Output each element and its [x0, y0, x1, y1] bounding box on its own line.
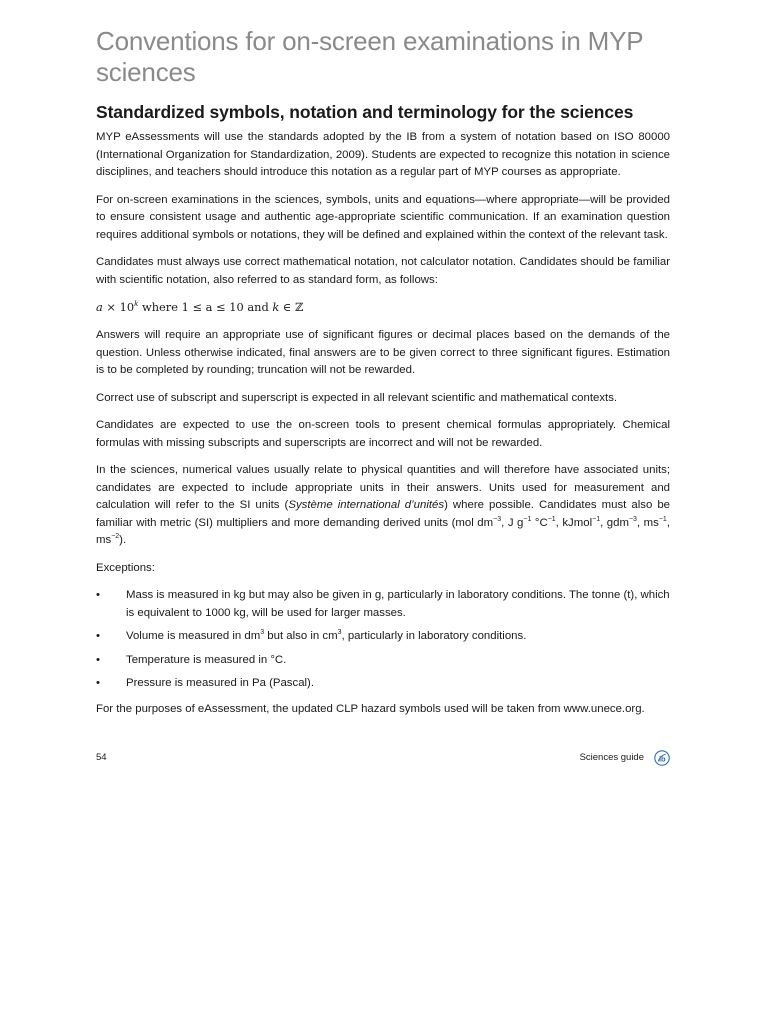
svg-text:ib: ib: [658, 754, 666, 764]
exceptions-label: Exceptions:: [96, 561, 155, 574]
exception-temperature: Temperature is measured in °C.: [126, 653, 287, 666]
formula-in-integers: ∈ ℤ: [279, 300, 304, 314]
exception-volume-end: , particularly in laboratory conditions.: [341, 630, 527, 642]
unit-exp-g-dm: −3: [628, 515, 637, 523]
unit-j-g: , J g: [501, 516, 524, 529]
formula-k-exponent: k: [134, 300, 139, 308]
list-item: [96, 628, 670, 646]
exception-mass: Mass is measured in kg but may also be given in g, particularly in laboratory conditions. The tonne (t), which is equivalent to 1000 kg, will be used for larger masses.: [126, 589, 670, 619]
paragraph-on-screen-symbols: For on-screen examinations in the sciences, symbols, units and equations—where appropriate—will be provided to ensure consistent usage and authentic age-appropriate scientific communication. If an examination question requires additional symbols or notations, they will be defined and explained within the context of the relevant task.: [96, 193, 670, 241]
unit-exp-ms-2: −2: [111, 533, 120, 540]
exception-volume-tail: but also in cm: [264, 630, 338, 642]
unit-exp-ms-1: −1: [658, 515, 667, 523]
unit-degree-c: °C: [531, 516, 548, 529]
bullet-icon: •: [96, 589, 100, 601]
list-item: [96, 652, 670, 670]
section-heading: Standardized symbols, notation and terminology for the sciences: [96, 102, 634, 122]
document-page: [96, 26, 670, 728]
unit-exp-kj-mol: −1: [592, 515, 601, 523]
exception-pressure: Pressure is measured in Pa (Pascal).: [126, 677, 315, 689]
unit-kj-mol: , kJmol: [555, 516, 593, 529]
exception-volume-dm-exp: 3: [260, 629, 265, 636]
paragraph-significant-figures: Answers will require an appropriate use of significant figures or decimal places based on the demands of the question. Unless otherwise indicated, final answers are to be given correct to three significant figures. Estimation is to be completed by rounding; truncation will not be rewarded.: [96, 329, 670, 376]
unit-g-dm: , gdm: [600, 516, 629, 529]
page-footer: [96, 750, 670, 766]
guide-name: Sciences guide: [579, 752, 644, 763]
unit-exp-mol-dm: −3: [493, 515, 502, 523]
paragraph-clp-hazard: For the purposes of eAssessment, the updated CLP hazard symbols used will be taken from www.unece.org.: [96, 702, 645, 715]
bullet-icon: •: [96, 677, 100, 689]
unit-ms-1: , ms: [636, 516, 659, 529]
formula-range: 1 ≤ a ≤ 10: [181, 300, 244, 314]
exceptions-list: [96, 587, 670, 693]
page-number: 54: [96, 752, 107, 763]
si-units-text-start: In the sciences, numerical values usually relate to physical quantities and will therefore have associated units; candidates are expected to include appropriate units in their answers. Units used for measurement and calculation will refer to the SI units (: [96, 464, 670, 511]
formula-where: where: [138, 300, 182, 314]
formula-and: and: [243, 300, 273, 314]
document-title: Conventions for on-screen examinations in MYP sciences: [96, 26, 643, 87]
list-item: [96, 587, 670, 622]
ib-logo-icon: [654, 750, 670, 766]
exception-volume-cm-exp: 3: [337, 629, 342, 636]
scientific-notation-formula: [96, 299, 670, 316]
unit-close: ).: [119, 534, 127, 546]
paragraph-iso-notation: MYP eAssessments will use the standards adopted by the IB from a system of notation based on ISO 80000 (International Organization for Standardization, 2009). Students are expected to recognize this notation in science disciplines, and teachers should introduce this notation as a regular part of MYP courses as appropriate.: [96, 131, 670, 178]
si-units-text-end: ) where possible. Candidates must also be familiar with metric (SI) multipliers and more demanding derived units (mol dm: [96, 499, 671, 529]
bullet-icon: •: [96, 653, 100, 666]
bullet-icon: •: [96, 630, 100, 642]
paragraph-subscript: Correct use of subscript and superscript is expected in all relevant scientific and mathematical contexts.: [96, 391, 618, 404]
paragraph-chemical-formulas: Candidates are expected to use the on-screen tools to present chemical formulas appropriately. Chemical formulas with missing subscripts and superscripts are incorrect and will not be rewarded.: [96, 419, 670, 449]
exception-volume: Volume is measured in dm: [126, 630, 261, 642]
formula-k: k: [272, 300, 280, 314]
list-item: [96, 675, 670, 693]
unit-exp-j-g: −1: [523, 515, 532, 523]
paragraph-si-units: [96, 462, 670, 550]
paragraph-math-notation: Candidates must always use correct mathematical notation, not calculator notation. Candidates should be familiar with scientific notation, also referred to as standard form, as follows:: [96, 256, 670, 286]
unit-ms-2: , ms: [96, 516, 670, 546]
si-units-french-name: Système international d’unités: [288, 499, 445, 511]
unit-exp-degree-c: −1: [547, 515, 556, 523]
formula-a: a: [96, 300, 103, 314]
formula-times-ten: × 10: [102, 300, 135, 314]
